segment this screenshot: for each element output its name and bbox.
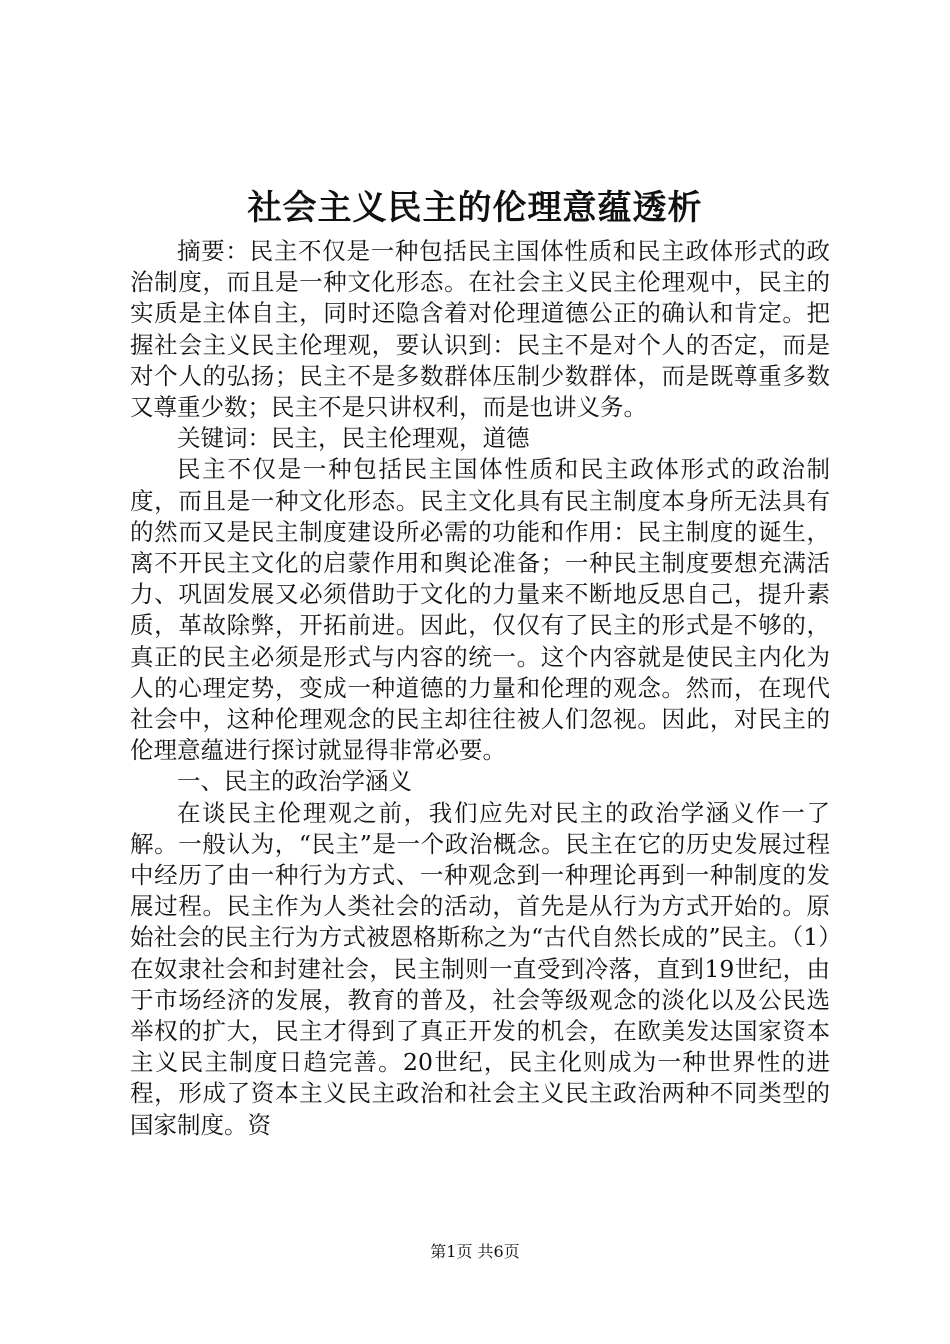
document-title: 社会主义民主的伦理意蕴透析 bbox=[247, 188, 703, 228]
document-body bbox=[130, 236, 830, 1141]
intro-paragraph: 民主不仅是一种包括民主国体性质和民主政体形式的政治制度，而且是一种文化形态。民主文化具有民主制度本身所无法具有的然而又是民主制度建设所必需的功能和作用：民主制度的诞生，离不开民主文化的启蒙作用和舆论准备；一种民主制度要想充满活力、巩固发展又必须借助于文化的力量来不断地反思自己，提升素质，革故除弊，开拓前进。因此，仅仅有了民主的形式是不够的，真正的民主必须是形式与内容的统一。这个内容就是使民主内化为人的心理定势，变成一种道德的力量和伦理的观念。然而，在现代社会中，这种伦理观念的民主却往往被人们忽视。因此，对民主的伦理意蕴进行探讨就显得非常必要。 bbox=[130, 455, 830, 765]
section-heading: 一、民主的政治学涵义 bbox=[177, 767, 412, 796]
keywords-paragraph: 关键词：民主，民主伦理观，道德 bbox=[177, 424, 530, 453]
page-footer: 第1页 共6页 bbox=[430, 1242, 520, 1261]
abstract-paragraph: 摘要：民主不仅是一种包括民主国体性质和民主政体形式的政治制度，而且是一种文化形态。在社会主义民主伦理观中，民主的实质是主体自主，同时还隐含着对伦理道德公正的确认和肯定。把握社会主义民主伦理观，要认识到：民主不是对个人的否定，而是对个人的弘扬；民主不是多数群体压制少数群体，而是既尊重多数又尊重少数；民主不是只讲权利，而是也讲义务。 bbox=[130, 237, 830, 422]
section-paragraph: 在谈民主伦理观之前，我们应先对民主的政治学涵义作一了解。一般认为，“民主”是一个政治概念。民主在它的历史发展过程中经历了由一种行为方式、一种观念到一种理论再到一种制度的发展过程。民主作为人类社会的活动，首先是从行为方式开始的。原始社会的民主行为方式被恩格斯称之为“古代自然长成的”民主。（1）在奴隶社会和封建社会，民主制则一直受到冷落，直到19世纪，由于市场经济的发展，教育的普及，社会等级观念的淡化以及公民选举权的扩大，民主才得到了真正开发的机会，在欧美发达国家资本主义民主制度日趋完善。20世纪，民主化则成为一种世界性的进程，形成了资本主义民主政治和社会主义民主政治两种不同类型的国家制度。资 bbox=[130, 798, 830, 1139]
